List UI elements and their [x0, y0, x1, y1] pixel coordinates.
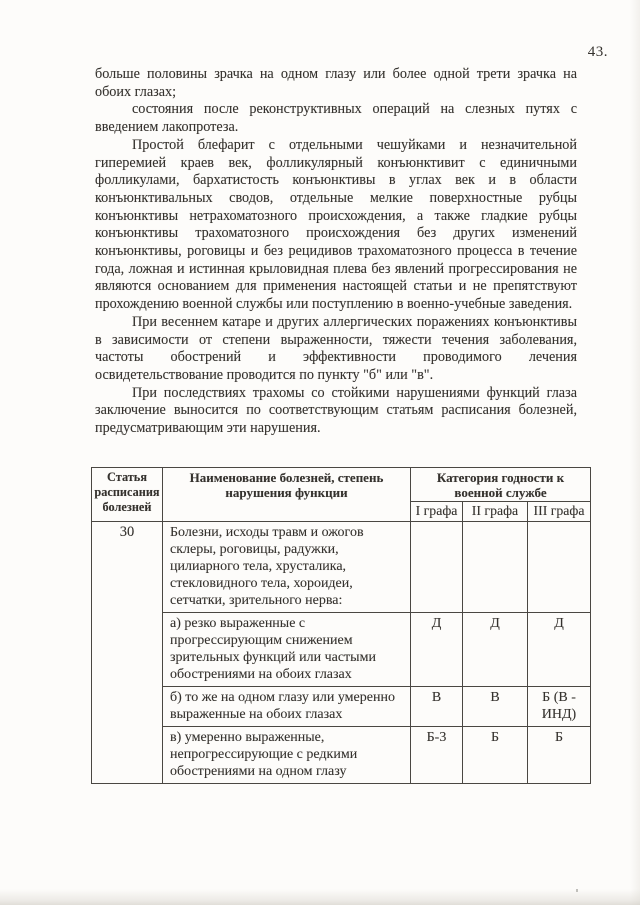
scan-bottom-shadow: [0, 889, 640, 905]
paragraph: При последствиях трахомы со стойкими нарушениями функций глаза заключение выносится по соответствующим статьям расписания болезней, предусматривающим эти нарушения.: [95, 384, 577, 437]
grade-cell-empty: [411, 522, 463, 613]
disease-desc-cell: б) то же на одном глазу или умеренно выраженные на обоих глазах: [163, 687, 411, 727]
grade-cell: Д: [463, 613, 528, 687]
page-number: 43.: [587, 44, 608, 60]
disease-category-table: [91, 467, 591, 784]
column-header-grafa-2: II графа: [463, 502, 528, 522]
paragraph: При весеннем катаре и других аллергических поражениях конъюнктивы в зависимости от степени выраженности, тяжести течения заболевания, частоты обострений и эффективности проводимого лечения освидетельствование проводится по пункту "б" или "в".: [95, 313, 577, 383]
disease-desc-cell: а) резко выраженные с прогрессирующим снижением зрительных функций или частыми обострениями на обоих глазах: [163, 613, 411, 687]
paragraph: состояния после реконструктивных операций на слезных путях с введением лакопротеза.: [95, 101, 577, 136]
grade-cell: Б: [528, 727, 591, 784]
grade-cell: Б (В - ИНД): [528, 687, 591, 727]
paragraph: Простой блефарит с отдельными чешуйками и незначительной гиперемией краев век, фолликулярный конъюнктивит с единичными фолликулами, бархатистость конъюнктивы в углах век и в области конъюнктивальных сводов, отдельные мелкие поверхностные рубцы конъюнктивы нетрахоматозного происхождения, а также гладкие рубцы конъюнктивы трахоматозного происхождения без других изменений конъюнктивы, роговицы и без рецидивов трахоматозного процесса в течение года, ложная и истинная крыловидная плева без явлений прогрессирования не являются основанием для применения настоящей статьи и не препятствуют прохождению военной службы или поступлению в военно-учебные заведения.: [95, 136, 577, 313]
scan-edge-shadow: [630, 0, 640, 905]
table-header-row: [92, 468, 591, 502]
disease-intro-cell: Болезни, исходы травм и ожогов склеры, роговицы, радужки, цилиарного тела, хрусталика, стекловидного тела, хороидеи, сетчатки, зрительного нерва:: [163, 522, 411, 613]
table-row-b: [92, 687, 591, 727]
column-header-grafa-1: I графа: [411, 502, 463, 522]
grade-cell-empty: [463, 522, 528, 613]
body-text: [95, 66, 577, 438]
grade-cell: Б-3: [411, 727, 463, 784]
column-header-article: Статья расписания болезней: [92, 468, 163, 522]
column-header-category-group: Категория годности к военной службе: [411, 468, 591, 502]
column-header-disease: Наименование болезней, степень нарушения функции: [163, 468, 411, 522]
grade-cell: Д: [528, 613, 591, 687]
disease-desc-cell: в) умеренно выраженные, непрогрессирующие с редкими обострениями на одном глазу: [163, 727, 411, 784]
paragraph-continuation: больше половины зрачка на одном глазу или более одной трети зрачка на обоих глазах;: [95, 66, 577, 100]
grade-cell: В: [463, 687, 528, 727]
column-header-grafa-3: III графа: [528, 502, 591, 522]
grade-cell-empty: [528, 522, 591, 613]
table-row-a: [92, 613, 591, 687]
grade-cell: Б: [463, 727, 528, 784]
table-row-intro: [92, 522, 591, 613]
grade-cell: Д: [411, 613, 463, 687]
article-number: 30: [92, 522, 163, 784]
table-row-v: [92, 727, 591, 784]
grade-cell: В: [411, 687, 463, 727]
